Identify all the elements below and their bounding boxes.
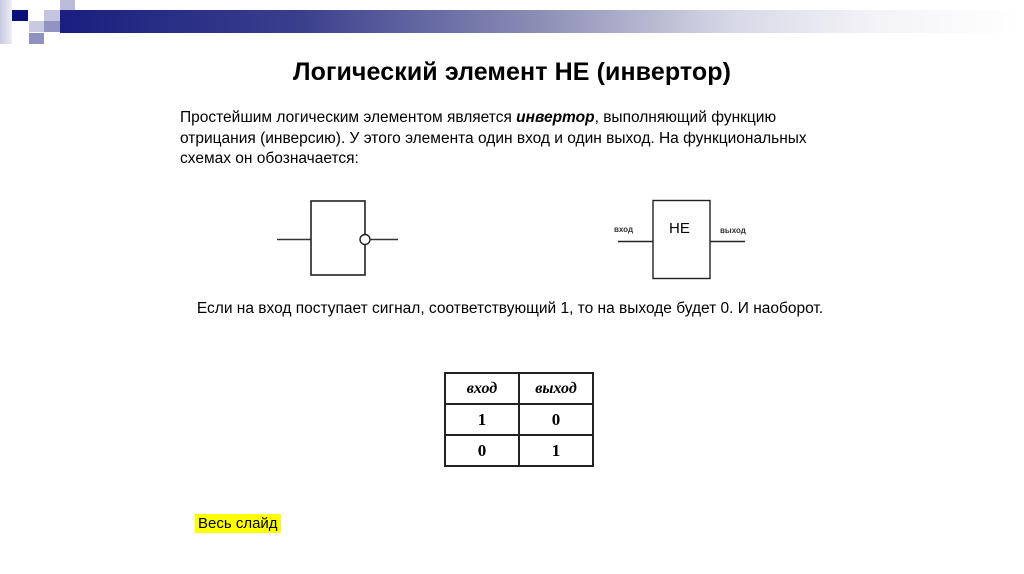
whole-slide-link[interactable]: Весь слайд: [195, 514, 281, 533]
table-header-output: выход: [519, 373, 593, 404]
explanation-text: Если на вход поступает сигнал, соответствующий 1, то на выходе будет 0. И наоборот.: [196, 300, 824, 317]
paragraph-emphasis: инвертор: [516, 109, 595, 126]
decor-square-light-4: [60, 0, 75, 10]
table-row: [445, 404, 593, 435]
slide-title: Логический элемент НЕ (инвертор): [292, 58, 732, 86]
decor-square-light-2: [29, 21, 44, 32]
gate-ne-text: НЕ: [669, 220, 690, 237]
intro-paragraph: [180, 108, 820, 170]
decor-square-light-3: [44, 10, 60, 21]
truth-table: [444, 372, 594, 467]
table-row: [445, 435, 593, 466]
decor-square-mid-2: [44, 21, 60, 32]
not-gate-symbol-icon: [270, 195, 410, 285]
decor-square-mid-1: [29, 33, 44, 44]
paragraph-part2: , выполняющий функцию отрицания (инверсию). У этого элемента один вход и один выход. На функциональных схемах он обозначается:: [180, 109, 807, 167]
table-cell: 0: [519, 404, 593, 435]
table-cell: 1: [519, 435, 593, 466]
table-cell: 1: [445, 404, 519, 435]
gate-output-label: выход: [720, 226, 746, 235]
decor-square-light-1: [0, 0, 12, 44]
header-bar: [60, 10, 1024, 33]
table-header-row: [445, 373, 593, 404]
paragraph-part1: Простейшим логическим элементом является: [180, 109, 517, 126]
table-cell: 0: [445, 435, 519, 466]
gate-input-label: вход: [614, 225, 634, 234]
not-gate-block-icon: [610, 195, 760, 285]
decor-square-dark: [12, 10, 28, 21]
table-header-input: вход: [445, 373, 519, 404]
